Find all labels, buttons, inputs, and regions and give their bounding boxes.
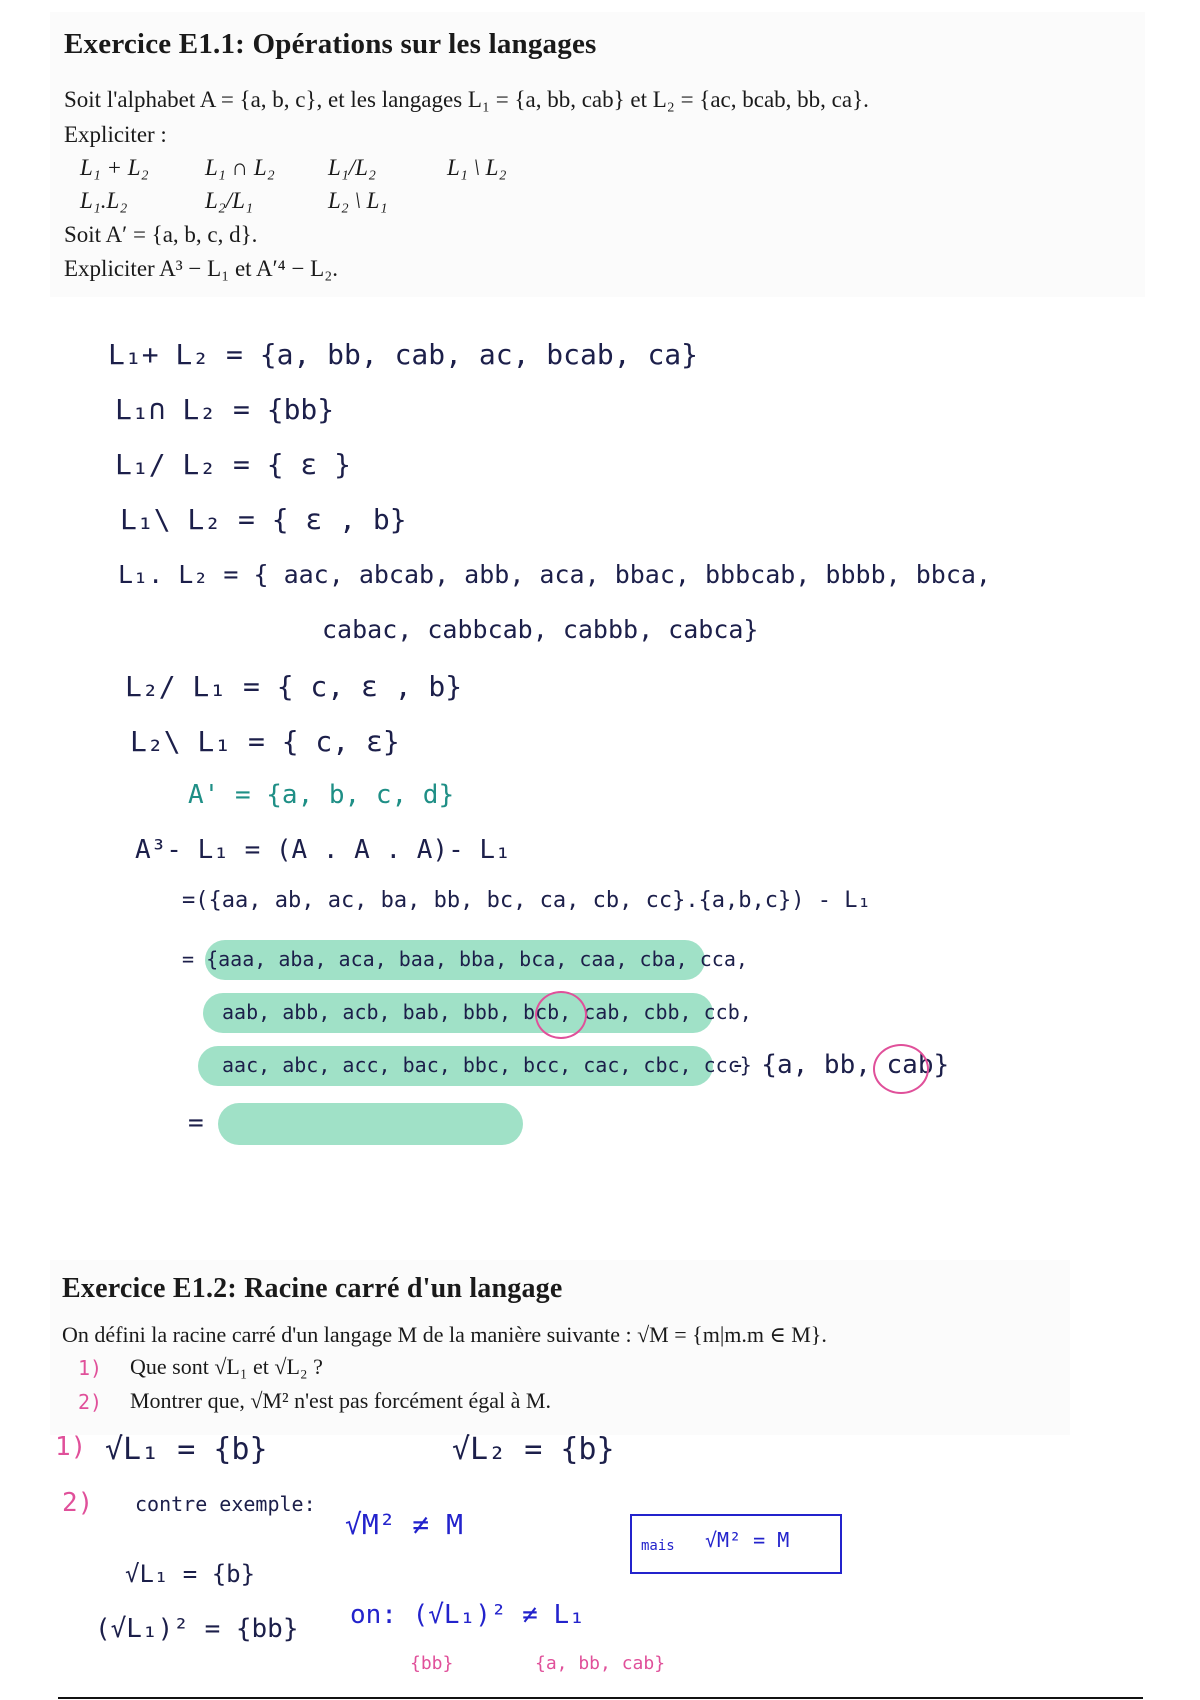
circle-cab-2 (873, 1044, 929, 1094)
answer-note-bb: {bb} (410, 1653, 454, 1674)
exercise-1-line-3: Soit A′ = {a, b, c, d}. (64, 222, 258, 247)
answer-example-sqrt-l1: √L₁ = {b} (125, 1560, 256, 1588)
exercise-2-title: Exercice E1.2: Racine carré d'un langage (62, 1273, 563, 1304)
solution-a-prime: A' = {a, b, c, d} (188, 780, 455, 810)
solution-difference-21: L₂\ L₁ = { c, ε} (130, 725, 400, 758)
solution-a3-definition: A³- L₁ = (A . A . A)- L₁ (135, 835, 511, 865)
exercise-1-line-4: Expliciter A³ − L₁ et A′⁴ − L₂. (64, 256, 338, 281)
answer-1-mark: 1) (55, 1432, 87, 1462)
solution-union: L₁+ L₂ = {a, bb, cab, ac, bcab, ca} (108, 338, 699, 371)
solution-a3-step-2a: = {aaa, aba, aca, baa, bba, bca, caa, cba, cca, (182, 947, 748, 971)
op-difference-21: L₂ \ L₁ (328, 188, 388, 213)
question-1: Que sont √L₁ et √L₂ ? (130, 1354, 323, 1379)
exercise-2-definition: On défini la racine carré d'un langage M de la manière suivante : √M = {m|m.m ∈ M}. (62, 1322, 827, 1347)
answer-on-line: on: (√L₁)² ≠ L₁ (350, 1600, 585, 1630)
answer-note-l1: {a, bb, cab} (535, 1653, 666, 1674)
op-union: L₁ + L₂ (80, 155, 149, 180)
circle-cab-1 (535, 991, 587, 1039)
answer-example-squared: (√L₁)² = {bb} (95, 1614, 299, 1644)
solution-concat-line-1: L₁. L₂ = { aac, abcab, abb, aca, bbac, bbbcab, bbbb, bbca, (118, 560, 991, 589)
solution-a3-step-2b: aab, abb, acb, bab, bbb, bcb, cab, cbb, ccb, (222, 1000, 752, 1024)
answer-sqrt-l2: √L₂ = {b} (452, 1432, 615, 1467)
solution-a3-minus-l1: - {a, bb, cab} (730, 1050, 950, 1080)
solution-concat-line-2: cabac, cabbcab, cabbb, cabca} (322, 615, 759, 644)
solution-a3-result: = (188, 1108, 204, 1138)
bottom-rule (58, 1697, 1143, 1699)
solution-intersection: L₁∩ L₂ = {bb} (115, 393, 335, 426)
question-2: Montrer que, √M² n'est pas forcément égal à M. (130, 1388, 551, 1413)
solution-a3-step-2c: aac, abc, acc, bac, bbc, bcc, cac, cbc, ccc} (222, 1053, 752, 1077)
exercise-1-line-1: Soit l'alphabet A = {a, b, c}, et les langages L₁ = {a, bb, cab} et L₂ = {ac, bcab, bb, ca}. (64, 87, 869, 112)
answer-sqrt-l1: √L₁ = {b} (105, 1432, 268, 1467)
solution-quotient-21: L₂/ L₁ = { c, ε , b} (125, 670, 463, 703)
answer-2-mark: 2) (62, 1488, 94, 1518)
op-concat: L₁.L₂ (80, 188, 128, 213)
op-difference-12: L₁ \ L₂ (447, 155, 507, 180)
highlight-result-placeholder (218, 1103, 523, 1145)
solution-difference-12: L₁\ L₂ = { ε , b} (120, 503, 407, 536)
exercise-1-line-2: Expliciter : (64, 122, 167, 147)
op-intersection: L₁ ∩ L₂ (205, 155, 275, 180)
exercise-1-title: Exercice E1.1: Opérations sur les langages (64, 28, 597, 60)
op-quotient-12: L₁/L₂ (328, 155, 376, 180)
solution-a3-step-1: =({aa, ab, ac, ba, bb, bc, ca, cb, cc}.{a,b,c}) - L₁ (182, 888, 871, 913)
answer-neq: √M² ≠ M (345, 1508, 464, 1541)
answer-boxed-equation: √M² = M (705, 1528, 790, 1552)
question-2-mark: 2) (78, 1390, 103, 1414)
question-1-mark: 1) (78, 1356, 103, 1380)
answer-counter-example: contre exemple: (135, 1492, 316, 1516)
answer-mais: mais (641, 1538, 675, 1554)
solution-quotient-12: L₁/ L₂ = { ε } (115, 448, 352, 481)
op-quotient-21: L₂/L₁ (205, 188, 253, 213)
